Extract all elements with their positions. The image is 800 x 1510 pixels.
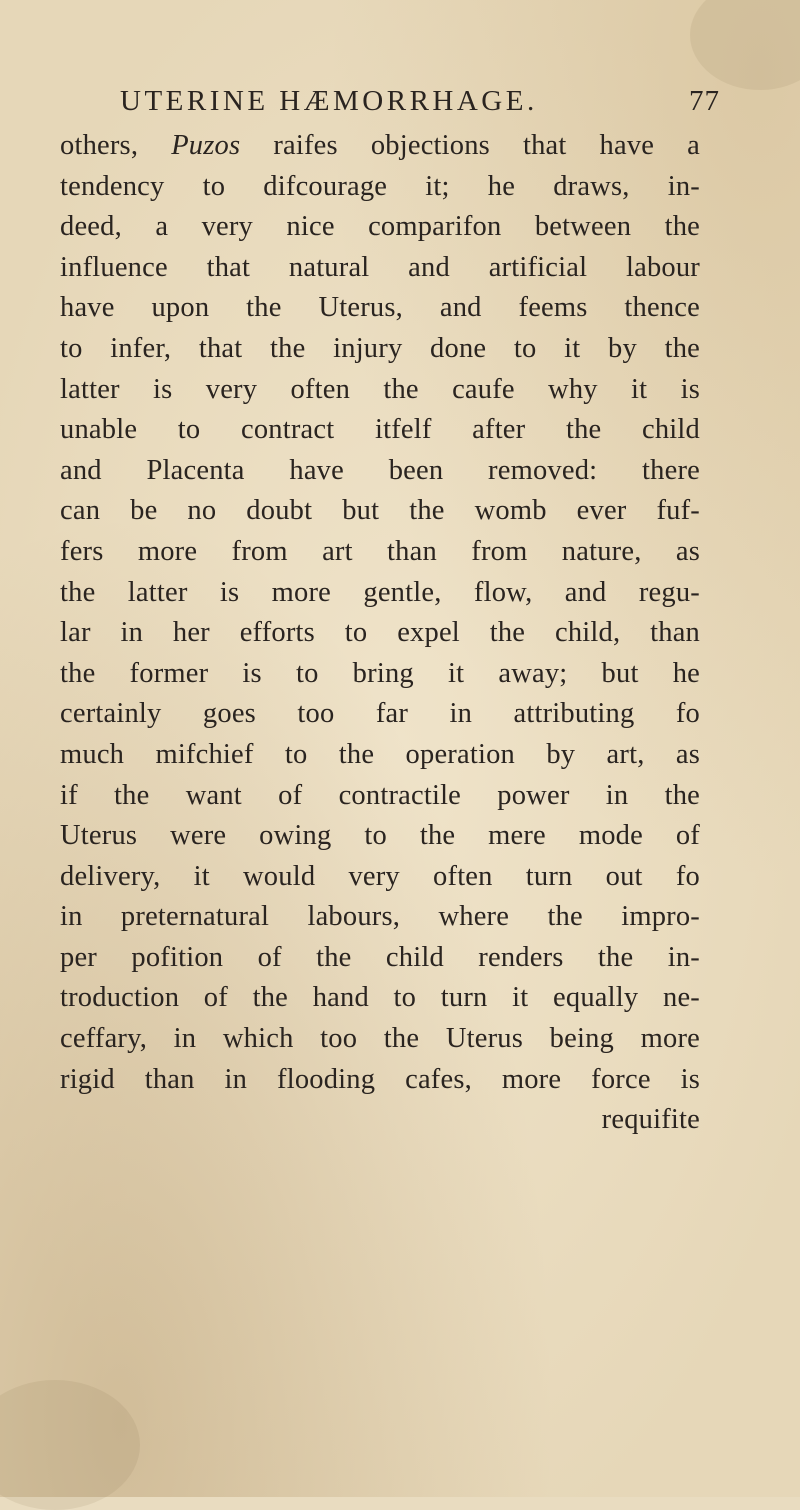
text-line: latter is very often the caufe why it is [60, 373, 700, 405]
text-line: can be no doubt but the womb ever fuf- [60, 495, 700, 527]
text-line: have upon the Uterus, and feems thence [60, 292, 700, 324]
text-line: lar in her efforts to expel the child, than [60, 617, 700, 649]
text-line: if the want of contractile power in the [60, 779, 700, 811]
running-head [120, 76, 720, 126]
text-line: much mifchief to the operation by art, as [60, 738, 700, 770]
text-line: rigid than in flooding cafes, more force is [60, 1063, 700, 1095]
catchword: requifite [601, 1104, 700, 1136]
text-line: fers more from art than from nature, as [60, 535, 700, 567]
text-line: and Placenta have been removed: there [60, 454, 700, 486]
running-head-title: UTERINE HÆMORRHAGE. [120, 85, 538, 117]
text-line: influence that natural and artificial labour [60, 251, 700, 283]
text-line: in preternatural labours, where the impro- [60, 901, 700, 933]
text-line: Uterus were owing to the mere mode of [60, 820, 700, 852]
text-line: others, Puzos raifes objections that have a [60, 130, 701, 161]
text-line: to infer, that the injury done to it by the [60, 332, 700, 364]
text-line: tendency to difcourage it; he draws, in- [60, 170, 700, 202]
text-line: delivery, it would very often turn out fo [60, 860, 700, 892]
text-line: troduction of the hand to turn it equally ne- [60, 982, 700, 1014]
text-line: per pofition of the child renders the in- [60, 941, 700, 973]
text-line: the latter is more gentle, flow, and regu- [60, 576, 700, 608]
text-line: certainly goes too far in attributing fo [60, 698, 700, 730]
text-line: deed, a very nice comparifon between the [60, 211, 700, 243]
author-name: Puzos [171, 130, 241, 161]
text-line: the former is to bring it away; but he [60, 657, 700, 689]
text-line: ceffary, in which too the Uterus being more [60, 1023, 700, 1055]
page-number: 77 [689, 85, 720, 117]
page-stain [0, 1380, 140, 1510]
body-paragraph [60, 126, 700, 1141]
text-line: unable to contract itfelf after the child [60, 414, 700, 446]
